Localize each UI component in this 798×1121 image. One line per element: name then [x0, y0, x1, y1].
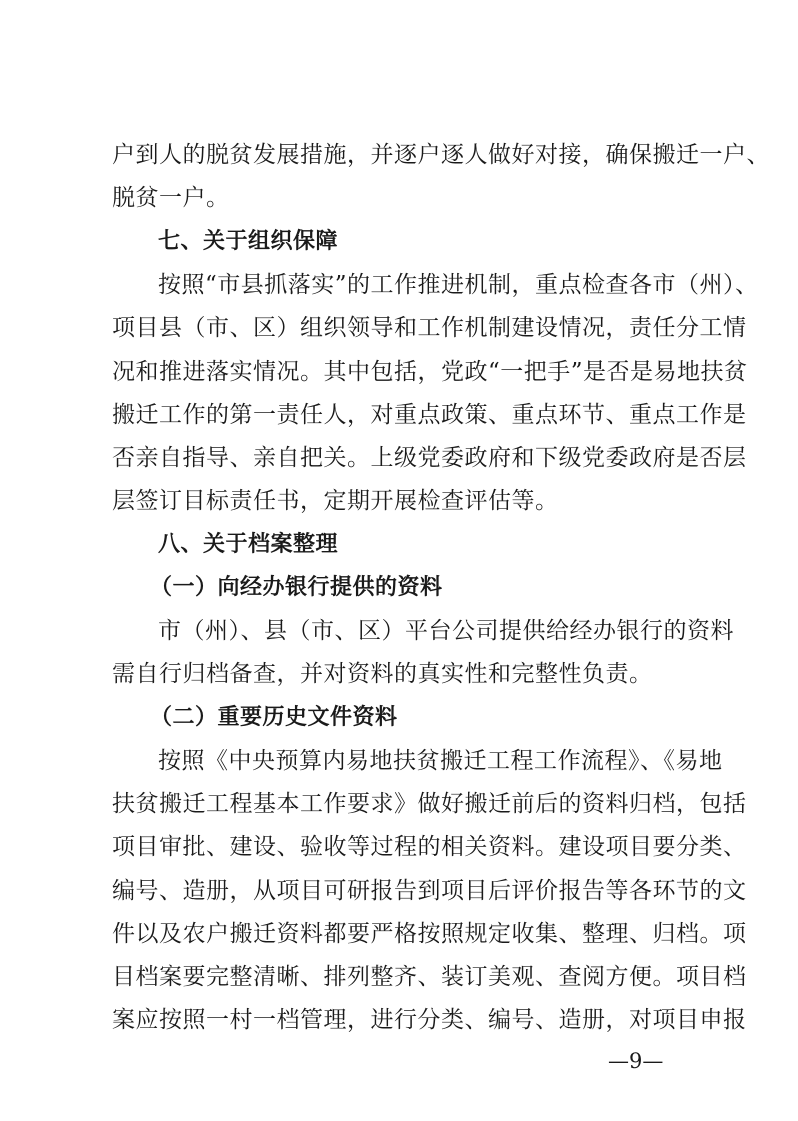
body-text-line: 件以及农户搬迁资料都要严格按照规定收集、整理、归档。项	[112, 921, 747, 947]
body-text-line: 需自行归档备查，并对资料的真实性和完整性负责。	[112, 661, 653, 687]
body-text-line: 按照“市县抓落实”的工作推进机制，重点检查各市（州）、	[158, 272, 759, 298]
section-heading-eight: 八、关于档案整理	[158, 532, 339, 557]
section-heading-seven: 七、关于组织保障	[158, 229, 339, 254]
body-text-line: 扶贫搬迁工程基本工作要求》做好搬迁前后的资料归档，包括	[112, 791, 747, 817]
body-text-line: 否亲自指导、亲自把关。上级党委政府和下级党委政府是否层	[112, 445, 747, 471]
body-text-line: 脱贫一户。	[112, 185, 230, 211]
subsection-heading-two: （二）重要历史文件资料	[150, 705, 398, 730]
body-text-line: 按照《中央预算内易地扶贫搬迁工程工作流程》、《易地	[158, 748, 723, 774]
body-text-line: 目档案要完整清晰、排列整齐、装订美观、查阅方便。项目档	[112, 964, 747, 990]
subsection-heading-one: （一）向经办银行提供的资料	[150, 575, 443, 600]
body-text-line: 况和推进落实情况。其中包括，党政“一把手”是否是易地扶贫	[112, 359, 748, 385]
body-text-line: 编号、造册，从项目可研报告到项目后评价报告等各环节的文	[112, 878, 747, 904]
body-text-line: 市（州）、县（市、区）平台公司提供给经办银行的资料	[158, 618, 734, 644]
body-text-line: 项目县（市、区）组织领导和工作机制建设情况，责任分工情	[112, 315, 747, 341]
page-number: —9—	[608, 1049, 664, 1073]
body-text-line: 项目审批、建设、验收等过程的相关资料。建设项目要分类、	[112, 834, 747, 860]
body-text-line: 案应按照一村一档管理，进行分类、编号、造册，对项目申报	[112, 1007, 747, 1033]
body-text-line: 户到人的脱贫发展措施，并逐户逐人做好对接，确保搬迁一户、	[112, 142, 770, 168]
body-text-line: 搬迁工作的第一责任人，对重点政策、重点环节、重点工作是	[112, 402, 747, 428]
body-text-line: 层签订目标责任书，定期开展检查评估等。	[112, 488, 559, 514]
